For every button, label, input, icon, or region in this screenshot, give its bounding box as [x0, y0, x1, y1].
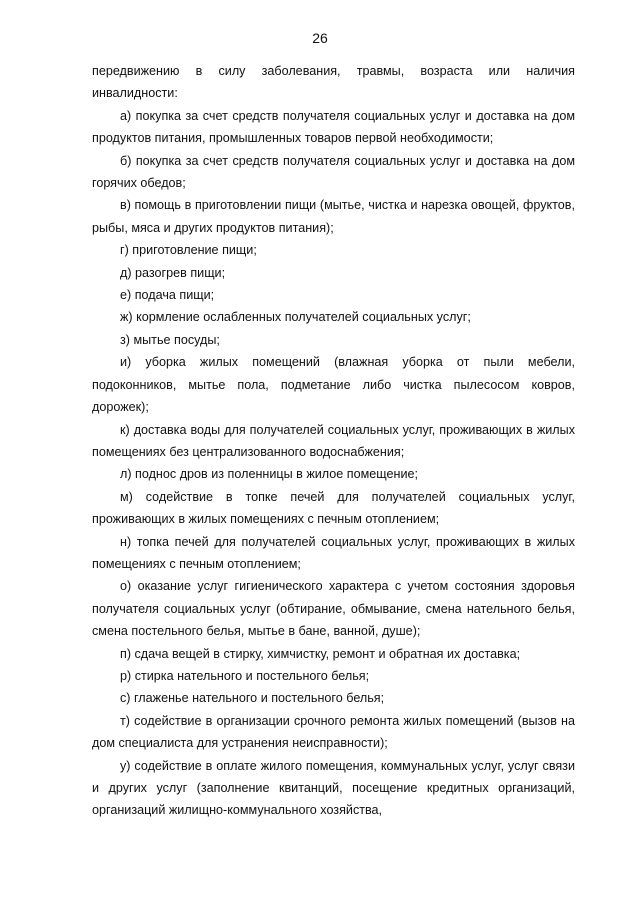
list-item: с) глаженье нательного и постельного белья;: [120, 691, 385, 706]
page-number: 26: [312, 30, 328, 46]
list-item: ж) кормление ослабленных получателей социальных услуг;: [120, 310, 471, 325]
list-item: е) подача пищи;: [120, 288, 215, 303]
document-body: [92, 60, 575, 822]
list-item: т) содействие в организации срочного ремонта жилых помещений (вызов на дом специалиста для устранения неисправности);: [92, 713, 575, 751]
list-item: б) покупка за счет средств получателя социальных услуг и доставка на дом горячих обедов;: [92, 153, 575, 191]
list-item: и) уборка жилых помещений (влажная уборка от пыли мебели, подоконников, мытье пола, подметание либо чистка пылесосом ковров, дорожек);: [92, 355, 575, 415]
list-item: в) помощь в приготовлении пищи (мытье, чистка и нарезка овощей, фруктов, рыбы, мяса и других продуктов питания);: [92, 198, 575, 235]
list-item: л) поднос дров из поленницы в жилое помещение;: [120, 467, 419, 482]
list-item: м) содействие в топке печей для получателей социальных услуг, проживающих в жилых помещениях с печным отоплением;: [92, 489, 575, 527]
list-item: д) разогрев пищи;: [120, 265, 226, 280]
list-item: о) оказание услуг гигиенического характера с учетом состояния здоровья получателя социальных услуг (обтирание, обмывание, смена нательного белья, смена постельного белья, мытье в бане, ванной, душе);: [92, 579, 575, 639]
list-item: р) стирка нательного и постельного белья;: [120, 668, 370, 683]
list-item: у) содействие в оплате жилого помещения, коммунальных услуг, услуг связи и других услуг (заполнение квитанций, посещение кредитных организаций, организаций жилищно-коммунального хозяйства,: [92, 758, 575, 818]
list-item: п) сдача вещей в стирку, химчистку, ремонт и обратная их доставка;: [120, 646, 521, 661]
list-item: н) топка печей для получателей социальных услуг, проживающих в жилых помещениях с печным отоплением;: [92, 534, 575, 571]
list-item: г) приготовление пищи;: [120, 243, 257, 258]
list-item: з) мытье посуды;: [120, 332, 220, 347]
paragraph: передвижению в силу заболевания, травмы, возраста или наличия инвалидности:: [92, 64, 575, 101]
list-item: а) покупка за счет средств получателя социальных услуг и доставка на дом продуктов питания, промышленных товаров первой необходимости;: [92, 108, 575, 146]
list-item: к) доставка воды для получателей социальных услуг, проживающих в жилых помещениях без централизованного водоснабжения;: [92, 422, 575, 459]
